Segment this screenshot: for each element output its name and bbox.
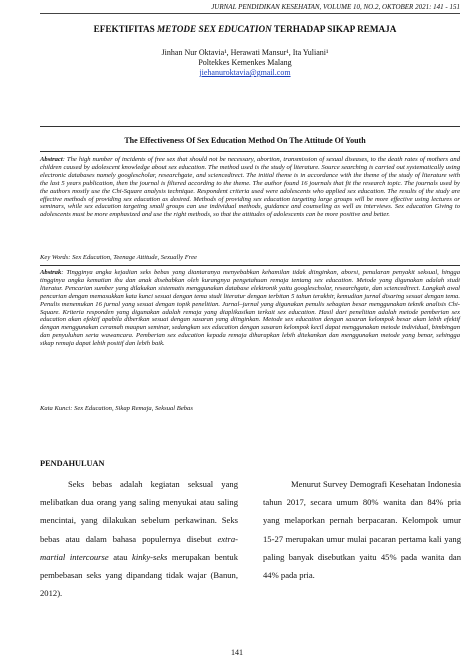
keywords-english: Key Words: Sex Education, Teenage Attitude, Sexually Free — [40, 254, 197, 261]
header-divider — [40, 13, 460, 14]
abstract-top-divider — [40, 151, 460, 152]
abstract-label: Abstract — [40, 156, 63, 163]
journal-header: JURNAL PENDIDIKAN KESEHATAN, VOLUME 10, NO.2, OKTOBER 2021: 141 - 151 — [211, 3, 460, 11]
paper-title — [40, 24, 450, 35]
section-heading: PENDAHULUAN — [40, 459, 105, 468]
english-title: The Effectiveness Of Sex Education Method On The Attitude Of Youth — [124, 136, 366, 145]
keywords-indonesian: Kata Kunci: Sex Education, Sikap Remaja, Seksual Bebas — [40, 405, 193, 412]
title-part-1: EFEKTIFITAS — [93, 24, 158, 34]
author-names: Jinhan Nur Oktavia¹, Herawati Mansur¹, Ita Yuliani¹ — [161, 48, 329, 57]
abstract-english — [40, 156, 460, 219]
abstract-middle-divider — [40, 265, 460, 266]
left-text-b: atau — [108, 551, 133, 562]
author-block — [40, 48, 450, 78]
author-affiliation: Poltekkes Kemenkes Malang — [198, 58, 292, 67]
abstrak-label: Abstrak — [40, 269, 62, 276]
page-number: 141 — [231, 648, 243, 657]
left-term-1: extra-martial intercourse — [40, 533, 238, 562]
left-text-a: Seks bebas adalah kegiatan seksual yang melibatkan dua orang yang saling menyukai atau saling mencintai, yang dilakukan sebelum perkawinan. Seks bebas atau dalam bahasa populernya disebut — [40, 479, 238, 544]
author-email-link[interactable]: jiehanuroktavia@gmail.com — [199, 68, 291, 77]
title-divider — [40, 126, 460, 127]
intro-right-column — [263, 475, 461, 584]
title-part-2: METODE SEX EDUCATION — [157, 24, 272, 34]
title-part-3: TERHADAP SIKAP REMAJA — [271, 24, 397, 34]
abstract-indonesian — [40, 269, 460, 348]
intro-left-column — [40, 475, 238, 602]
right-text: Menurut Survey Demografi Kesehatan Indonesia tahun 2017, secara umum 80% wanita dan 84% pria yang melaporkan pernah berpacaran. Kelompok umur 15-27 merupakan umur mulai pacaran pertama kali yang paling banyak disebutkan yaitu 45% pada wanita dan 44% pada pria. — [263, 479, 461, 581]
left-term-2: kinky-seks — [132, 551, 168, 562]
abstrak-text: : Tingginya angka kejadian seks bebas yang diantaranya menyebabkan kehamilan tidak diinginkan, aborsi, penularan penyakit seksual, hingga tingginya angka kematian ibu dan anak disebabkan oleh kurangnya pengetahuan remaja tentang sex education. Metode yang digunakan adalah studi literatur. Pencarian sumber yang dilakukan sistematis menggunakan database elektronik yaitu googlescholar, researchgate, dan sciencedirect. Langkah awal pencarian dengan memasukkan kata kunci sesuai dengan tema studi literatur dengan terbitan 5 tahun terakhir, kemudian jurnal disaring sesuai dengan tema. Penulis menemukan 16 jurnal yang sesuai dengan topik penelitian. Jurnal–jurnal yang digunakan penulis sebagian besar menggunakan teknik analisis Chi-Square. Kriteria responden yang digunakan adalah remaja yang diaplikasikan terkait sex education. Hasil dari penelitian adalah metode pemberian sex education akan efektif apabila diberikan sesuai dengan sasaran yang diinginkan. Metode sex education dengan sasaran kelompok besar akan lebih efektif dengan menggunakan ceramah maupun seminar, sedangkan sex education dengan sasaran kelompok kecil dapat menggunakan metode individual, bimbingan dan penyuluhan serta wawancara. Pemberian sex education kepada remaja diharapkan lebih ditekankan dan menggunakan metode yang benar, sehingga sikap remaja dapat lebih positif dan lebih baik. — [40, 269, 460, 348]
left-text-c: merupakan bentuk pembebasan seks yang dipandang tidak wajar (Banun, 2012). — [40, 551, 238, 599]
abstract-text: : The high number of incidents of free sex that should not be necessary, abortion, transmission of sexual diseases, to the death rates of mothers and children caused by adolescent knowledge about sex education. The method used is the study of literature. Source searching is carried out systematically using electronic databases namely googlescholar, researchgate, and sciencedirect. The initial theme is in accordance with the theme of the study of literature with the last 5 years publication, then the journal is filtered according to the theme. The author found 16 journals that fit the research topic. The journals used by the authors mostly use the Chi-Square analysis technique. Respondent criteria used were adolescents who applied sex education. The results of the study are effective methods of providing sex education as desired. Methods of providing sex education targeting large groups will be more effective using lectures or seminars, while sex education targeting small groups can use individual methods, guidance and counseling as well as interviews. Sex education Giving to adolescents must be more emphasized and use the right methods, so that the attitudes of adolescents can be more positive and better. — [40, 156, 460, 219]
